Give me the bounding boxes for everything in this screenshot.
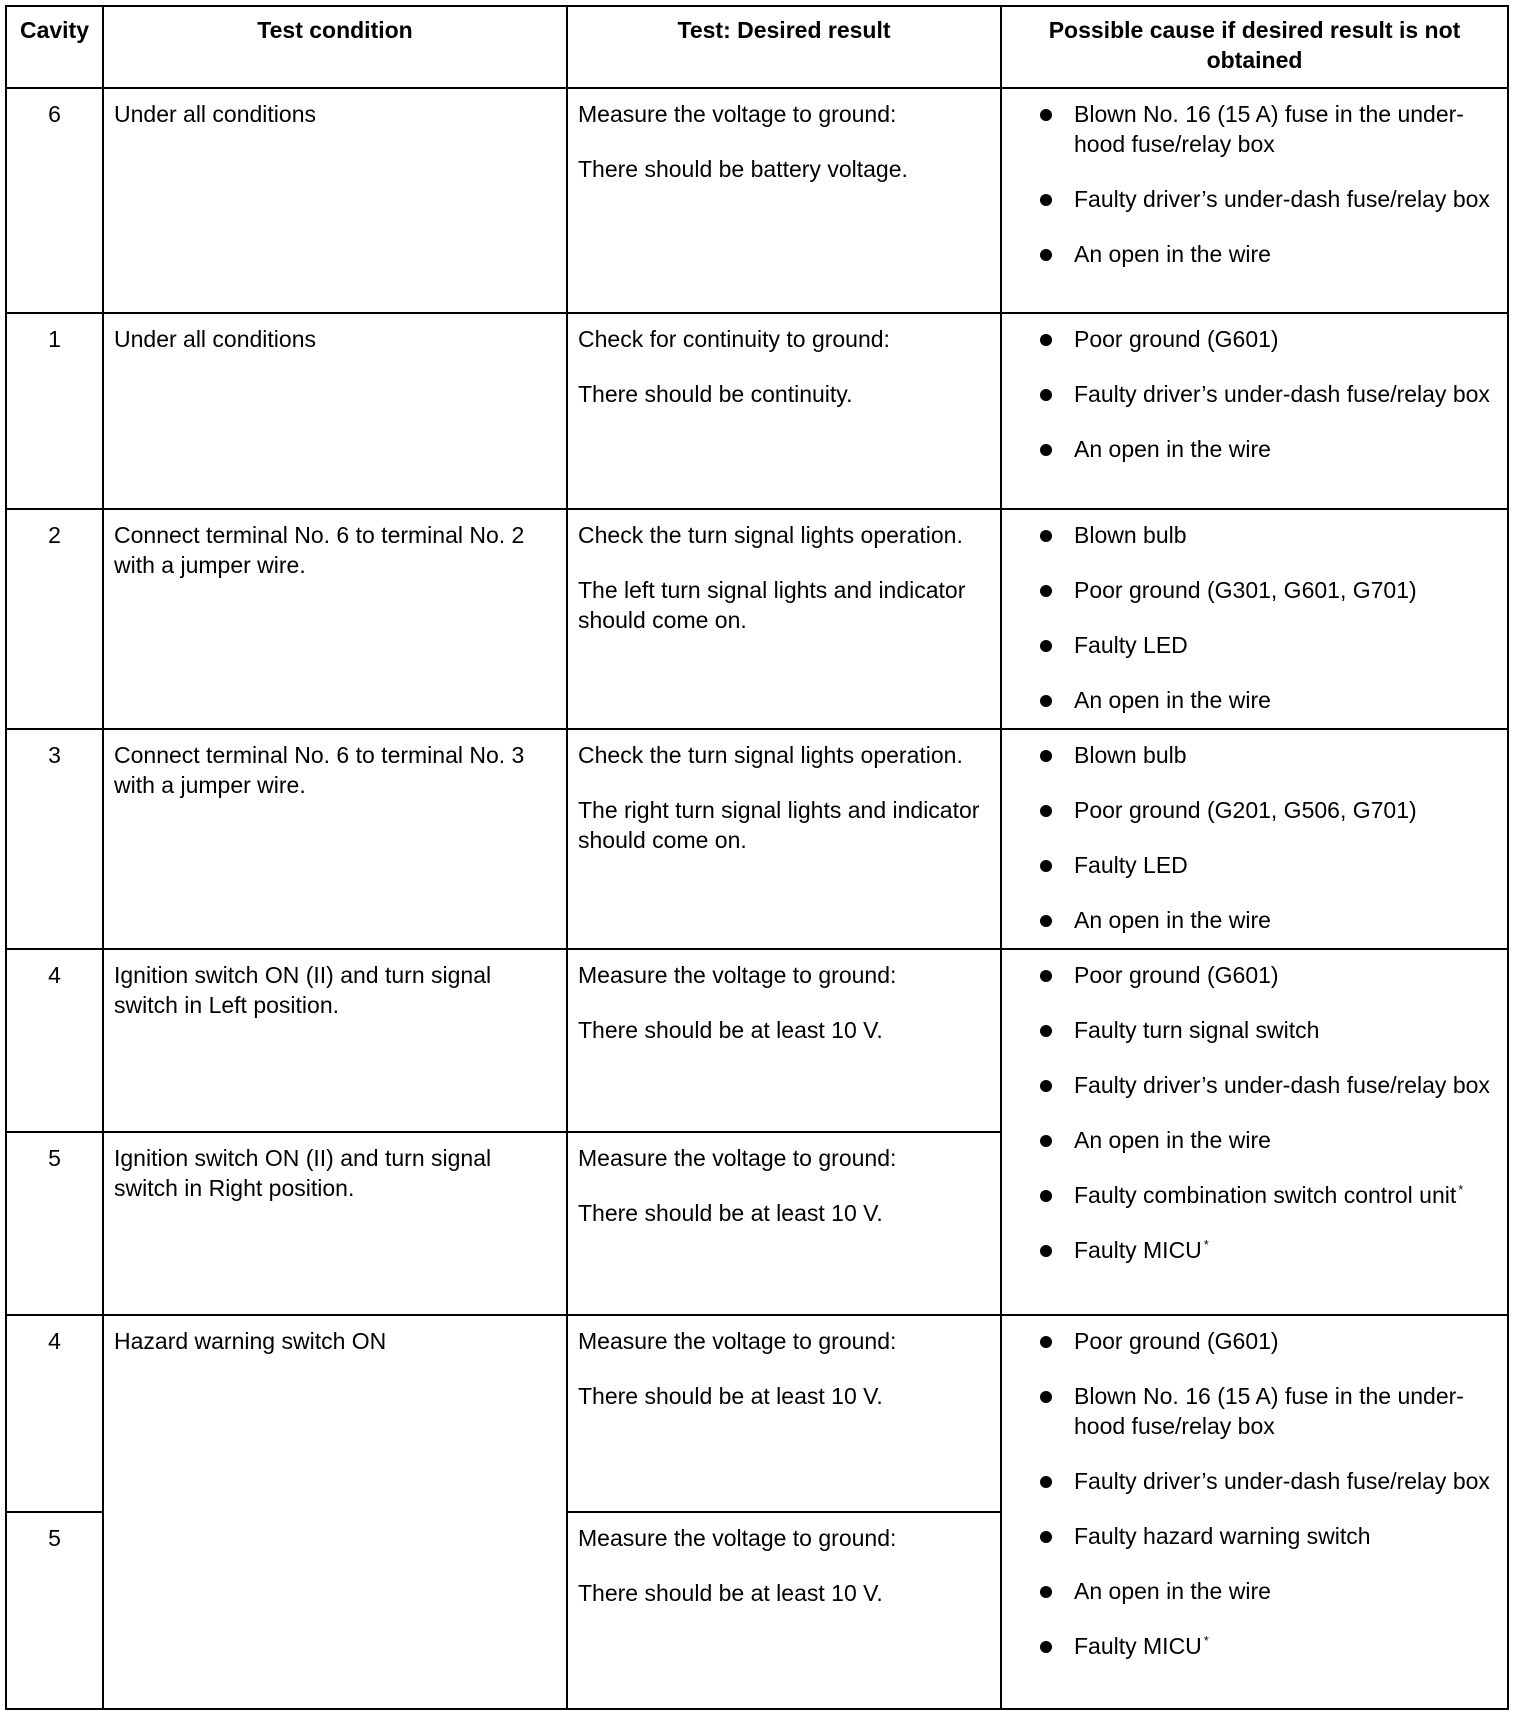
bullet-icon — [1040, 1391, 1052, 1403]
bullet-icon — [1040, 1080, 1052, 1092]
cause-list — [1012, 324, 1497, 464]
cause-text: Faulty driver’s under-dash fuse/relay box — [1074, 1468, 1490, 1494]
cavity-cell: 5 — [6, 1132, 103, 1315]
cause-cell — [1001, 313, 1508, 509]
cause-list — [1012, 960, 1497, 1265]
cause-text: Blown bulb — [1074, 742, 1187, 768]
footnote-mark: * — [1203, 1633, 1209, 1648]
result-cell — [567, 1315, 1001, 1512]
cavity-cell: 3 — [6, 729, 103, 949]
cavity-cell: 5 — [6, 1512, 103, 1709]
cause-item — [1040, 1326, 1497, 1356]
header-possible-cause: Possible cause if desired result is not obtained — [1001, 6, 1508, 88]
result-expected: There should be at least 10 V. — [578, 1017, 883, 1043]
bullet-icon — [1040, 970, 1052, 982]
cause-item — [1040, 184, 1497, 214]
footnote-mark: * — [1203, 1237, 1209, 1252]
bullet-icon — [1040, 1336, 1052, 1348]
cause-list — [1012, 520, 1497, 715]
cause-text: Faulty driver’s under-dash fuse/relay box — [1074, 1072, 1490, 1098]
bullet-icon — [1040, 1531, 1052, 1543]
cause-item — [1040, 1180, 1497, 1210]
cause-item — [1040, 1125, 1497, 1155]
result-expected: The right turn signal lights and indicator should come on. — [578, 797, 980, 853]
bullet-icon — [1040, 1641, 1052, 1653]
cause-item — [1040, 324, 1497, 354]
cavity-cell: 1 — [6, 313, 103, 509]
result-instruction: Measure the voltage to ground: — [578, 962, 897, 988]
bullet-icon — [1040, 860, 1052, 872]
table-row — [6, 1315, 1508, 1512]
cause-item — [1040, 434, 1497, 464]
bullet-icon — [1040, 109, 1052, 121]
cavity-cell: 4 — [6, 1315, 103, 1512]
cause-text: An open in the wire — [1074, 241, 1271, 267]
result-expected: There should be at least 10 V. — [578, 1580, 883, 1606]
bullet-icon — [1040, 805, 1052, 817]
bullet-icon — [1040, 1476, 1052, 1488]
bullet-icon — [1040, 530, 1052, 542]
table-row — [6, 949, 1508, 1132]
result-expected: There should be at least 10 V. — [578, 1200, 883, 1226]
cause-text: Faulty MICU — [1074, 1237, 1202, 1263]
cause-text: Poor ground (G601) — [1074, 1328, 1279, 1354]
bullet-icon — [1040, 1025, 1052, 1037]
result-expected: There should be at least 10 V. — [578, 1383, 883, 1409]
cause-item — [1040, 239, 1497, 269]
cause-text: Faulty LED — [1074, 632, 1188, 658]
bullet-icon — [1040, 1586, 1052, 1598]
result-instruction: Measure the voltage to ground: — [578, 1525, 897, 1551]
cause-text: Faulty driver’s under-dash fuse/relay box — [1074, 381, 1490, 407]
cause-cell-shared — [1001, 949, 1508, 1315]
result-cell — [567, 88, 1001, 313]
result-instruction: Measure the voltage to ground: — [578, 1145, 897, 1171]
cause-item — [1040, 795, 1497, 825]
cause-text: Poor ground (G601) — [1074, 962, 1279, 988]
table-row — [6, 509, 1508, 729]
cause-text: Faulty driver’s under-dash fuse/relay box — [1074, 186, 1490, 212]
cause-item — [1040, 99, 1497, 159]
cause-text: Poor ground (G201, G506, G701) — [1074, 797, 1417, 823]
cause-item — [1040, 1070, 1497, 1100]
cause-item — [1040, 1631, 1497, 1661]
result-cell — [567, 313, 1001, 509]
result-expected: The left turn signal lights and indicator should come on. — [578, 577, 966, 633]
cause-cell — [1001, 729, 1508, 949]
result-instruction: Check the turn signal lights operation. — [578, 742, 963, 768]
cause-text: An open in the wire — [1074, 687, 1271, 713]
cause-text: Poor ground (G601) — [1074, 326, 1279, 352]
bullet-icon — [1040, 334, 1052, 346]
cavity-cell: 6 — [6, 88, 103, 313]
cause-text: Blown bulb — [1074, 522, 1187, 548]
cause-item — [1040, 379, 1497, 409]
bullet-icon — [1040, 750, 1052, 762]
cause-item — [1040, 1235, 1497, 1265]
cause-text: Faulty turn signal switch — [1074, 1017, 1320, 1043]
cause-item — [1040, 1521, 1497, 1551]
cause-cell — [1001, 509, 1508, 729]
cause-item — [1040, 575, 1497, 605]
result-cell — [567, 509, 1001, 729]
cause-text: Faulty hazard warning switch — [1074, 1523, 1371, 1549]
bullet-icon — [1040, 1135, 1052, 1147]
header-test-condition: Test condition — [103, 6, 567, 88]
condition-cell: Connect terminal No. 6 to terminal No. 3 with a jumper wire. — [103, 729, 567, 949]
cause-list — [1012, 99, 1497, 269]
footnote-mark: * — [1458, 1182, 1464, 1197]
result-instruction: Measure the voltage to ground: — [578, 101, 897, 127]
cause-cell-shared — [1001, 1315, 1508, 1709]
bullet-icon — [1040, 389, 1052, 401]
result-expected: There should be battery voltage. — [578, 156, 908, 182]
bullet-icon — [1040, 915, 1052, 927]
cause-item — [1040, 905, 1497, 935]
bullet-icon — [1040, 194, 1052, 206]
cause-item — [1040, 960, 1497, 990]
bullet-icon — [1040, 1190, 1052, 1202]
cause-item — [1040, 1381, 1497, 1441]
result-cell — [567, 949, 1001, 1132]
cavity-cell: 2 — [6, 509, 103, 729]
bullet-icon — [1040, 444, 1052, 456]
cause-text: Faulty LED — [1074, 852, 1188, 878]
condition-cell: Ignition switch ON (II) and turn signal switch in Right position. — [103, 1132, 567, 1315]
cause-text: Poor ground (G301, G601, G701) — [1074, 577, 1417, 603]
cause-text: An open in the wire — [1074, 1578, 1271, 1604]
cavity-cell: 4 — [6, 949, 103, 1132]
condition-cell: Under all conditions — [103, 88, 567, 313]
header-row — [6, 6, 1508, 88]
table-row — [6, 729, 1508, 949]
cause-text: Blown No. 16 (15 A) fuse in the under-hood fuse/relay box — [1074, 101, 1464, 157]
result-instruction: Check the turn signal lights operation. — [578, 522, 963, 548]
cause-item — [1040, 630, 1497, 660]
header-cavity: Cavity — [6, 6, 103, 88]
header-desired-result: Test: Desired result — [567, 6, 1001, 88]
condition-cell: Connect terminal No. 6 to terminal No. 2 with a jumper wire. — [103, 509, 567, 729]
cause-item — [1040, 1466, 1497, 1496]
cause-item — [1040, 1015, 1497, 1045]
result-instruction: Measure the voltage to ground: — [578, 1328, 897, 1354]
bullet-icon — [1040, 249, 1052, 261]
table-row — [6, 313, 1508, 509]
result-expected: There should be continuity. — [578, 381, 853, 407]
condition-cell-shared: Hazard warning switch ON — [103, 1315, 567, 1709]
cause-text: An open in the wire — [1074, 907, 1271, 933]
bullet-icon — [1040, 695, 1052, 707]
result-instruction: Check for continuity to ground: — [578, 326, 890, 352]
cause-list — [1012, 740, 1497, 935]
cause-text: An open in the wire — [1074, 436, 1271, 462]
result-cell — [567, 729, 1001, 949]
cause-item — [1040, 850, 1497, 880]
cause-item — [1040, 520, 1497, 550]
bullet-icon — [1040, 640, 1052, 652]
cause-item — [1040, 740, 1497, 770]
result-cell — [567, 1512, 1001, 1709]
condition-cell: Ignition switch ON (II) and turn signal switch in Left position. — [103, 949, 567, 1132]
cause-text: Blown No. 16 (15 A) fuse in the under-hood fuse/relay box — [1074, 1383, 1464, 1439]
bullet-icon — [1040, 1245, 1052, 1257]
table-row — [6, 88, 1508, 313]
diagnostic-table — [5, 5, 1509, 1710]
condition-cell: Under all conditions — [103, 313, 567, 509]
cause-text: Faulty MICU — [1074, 1633, 1202, 1659]
cause-cell — [1001, 88, 1508, 313]
cause-item — [1040, 685, 1497, 715]
cause-text: An open in the wire — [1074, 1127, 1271, 1153]
cause-item — [1040, 1576, 1497, 1606]
result-cell — [567, 1132, 1001, 1315]
cause-list — [1012, 1326, 1497, 1661]
bullet-icon — [1040, 585, 1052, 597]
cause-text: Faulty combination switch control unit — [1074, 1182, 1457, 1208]
